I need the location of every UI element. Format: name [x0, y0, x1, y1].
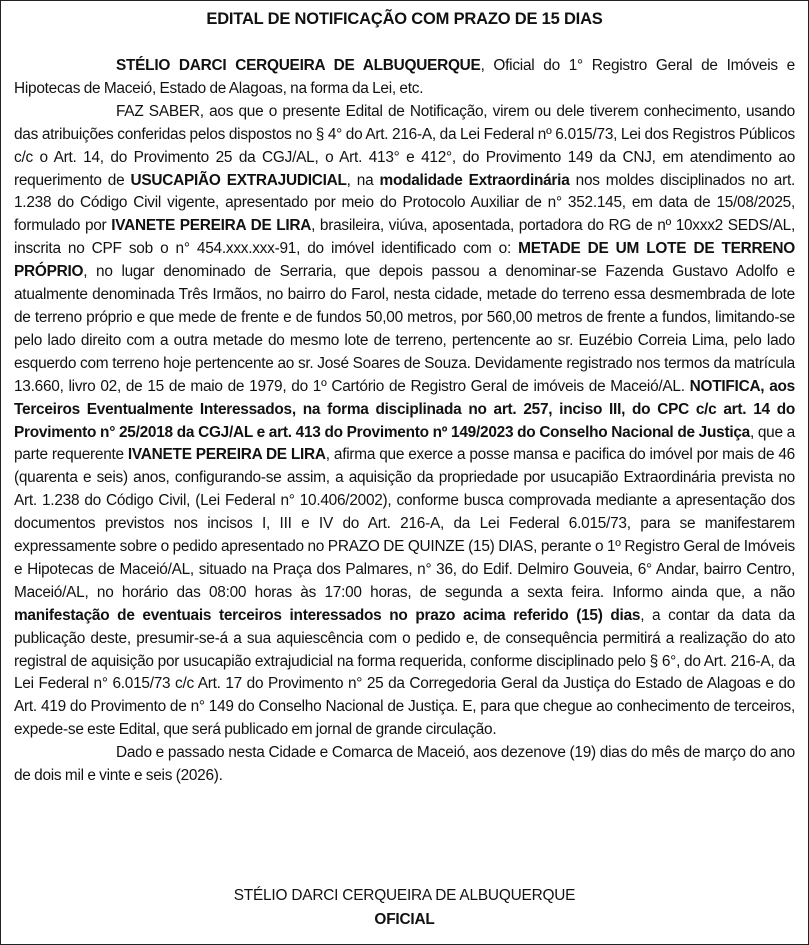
document-title: EDITAL DE NOTIFICAÇÃO COM PRAZO DE 15 DIAS [206, 10, 603, 28]
notice-text-2: , na [346, 171, 380, 189]
requester-name: IVANETE PEREIRA DE LIRA [111, 217, 312, 235]
property-label: METADE DE UM LOTE DE TERRENO PRÓPRIO [14, 240, 796, 281]
notice-paragraph [14, 101, 795, 742]
notice-text-3: nos moldes disciplinados no art. 1.238 do Código Civil vigente, apresentado por meio do Protocolo Auxiliar de n° 352.145, em data de 15/08/2025, formulado por [14, 171, 795, 235]
notice-text-5: , no lugar denominado de Serraria, que depois passou a denominar-se Fazenda Gustavo Adolfo e atualmente denominada Três Irmãos, no bairro do Farol, nesta cidade, metade do terreno essa desmembrada de lote de terreno próprio e que mede de frente e de fundos 50,00 metros, por 560,00 metros de frente a fundos, limitando-se pelo lado direito com a outra metade do mesmo lote de terreno, pertencente ao sr. Euzébio Correia Lima, pelo lado esquerdo com terreno hoje pertencente ao sr. José Soares de Souza. Devidamente registrado nos termos da matrícula 13.660, livro 02, de 15 de maio de 1979, do 1º Cartório de Registro Geral de imóveis de Maceió/AL. [14, 263, 795, 395]
notice-text-1: FAZ SABER, aos que o presente Edital de Notificação, virem ou dele tiverem conhecimento, usando das atribuições conferidas pelos dispostos no § 4° do Art. 216-A, da Lei Federal nº 6.015/73, Lei dos Registros Públicos c/c o Art. 14, do Provimento 25 da CGJ/AL, o Art. 413° e 412°, do Provimento 149 da CNJ, em atendimento ao requerimento de [14, 102, 795, 189]
requester-name-2: IVANETE PEREIRA DE LIRA [127, 446, 326, 464]
usucapiao-label: USUCAPIÃO EXTRAJUDICIAL [130, 171, 347, 189]
notifica-clause: NOTIFICA, aos Terceiros Eventualmente Interessados, na forma disciplinada no art. 257, inciso III, do CPC c/c art. 14 do Provimento n° 25/2018 da CGJ/AL e art. 413 do Provimento nº 149/2023 do Conselho Nacional de Justiça [14, 377, 795, 441]
signature-role: OFICIAL [374, 911, 435, 928]
notice-text-4: , brasileira, viúva, aposentada, portadora do RG de nº 10xxx2 SEDS/AL, inscrita no CPF sob o n° 454.xxx.xxx-91, do imóvel identificado com o: [14, 217, 795, 258]
officer-title-text: , Oficial do 1° Registro Geral de Imóveis e Hipotecas de Maceió, Estado de Alagoas, na forma da Lei, etc. [14, 57, 795, 97]
deadline-clause: manifestação de eventuais terceiros interessados no prazo acima referido (15) dias [14, 606, 641, 624]
notice-text-8: , a contar da data da publicação deste, presumir-se-á a sua aquiescência com o pedido e, de consequência permitirá a realização do ato registral de aquisição por usucapião extrajudicial na forma requerida, conforme disciplinado pelo § 6°, do Art. 216-A, da Lei Federal n° 6.015/73 c/c Art. 17 do Provimento n° 25 da Corregedoria Geral da Justiça do Estado de Alagoas e do Art. 419 do Provimento de n° 149 do Conselho Nacional de Justiça. E, para que chegue ao conhecimento de terceiros, expede-se este Edital, que será publicado em jornal de grande circulação. [14, 606, 795, 739]
officer-name: STÉLIO DARCI CERQUEIRA DE ALBUQUERQUE [116, 57, 481, 74]
modality-label: modalidade Extraordinária [379, 171, 570, 189]
notice-text-7: , afirma que exerce a posse mansa e pacifica do imóvel por mais de 46 (quarenta e seis) anos, configurando-se assim, a aquisição da propriedade por usucapião Extraordinária prevista no Art. 1.238 do Código Civil, (Lei Federal n° 10.406/2002), conforme busca comprovada mediante a apresentação dos documentos previstos nos incisos I, III e IV do Art. 216-A, da Lei Federal 6.015/73, para se manifestarem expressamente sobre o pedido apresentado no PRAZO DE QUINZE (15) DIAS, perante o 1º Registro Geral de Imóveis e Hipotecas de Maceió/AL, situado na Praça dos Palmares, n° 36, do Edif. Delmiro Gouveia, 6° Andar, bairro Centro, Maceió/AL, no horário das 08:00 horas às 17:00 horas, de segunda a sexta feira. Informo ainda que, a não [14, 446, 795, 601]
document-body [14, 55, 795, 788]
notice-text-6: , que a parte requerente [14, 423, 795, 464]
signature-name: STÉLIO DARCI CERQUEIRA DE ALBUQUERQUE [233, 887, 576, 904]
closing-paragraph: Dado e passado nesta Cidade e Comarca de Maceió, aos dezenove (19) dias do mês de março do ano de dois mil e vinte e seis (2026). [14, 744, 795, 785]
opening-paragraph [14, 55, 795, 101]
